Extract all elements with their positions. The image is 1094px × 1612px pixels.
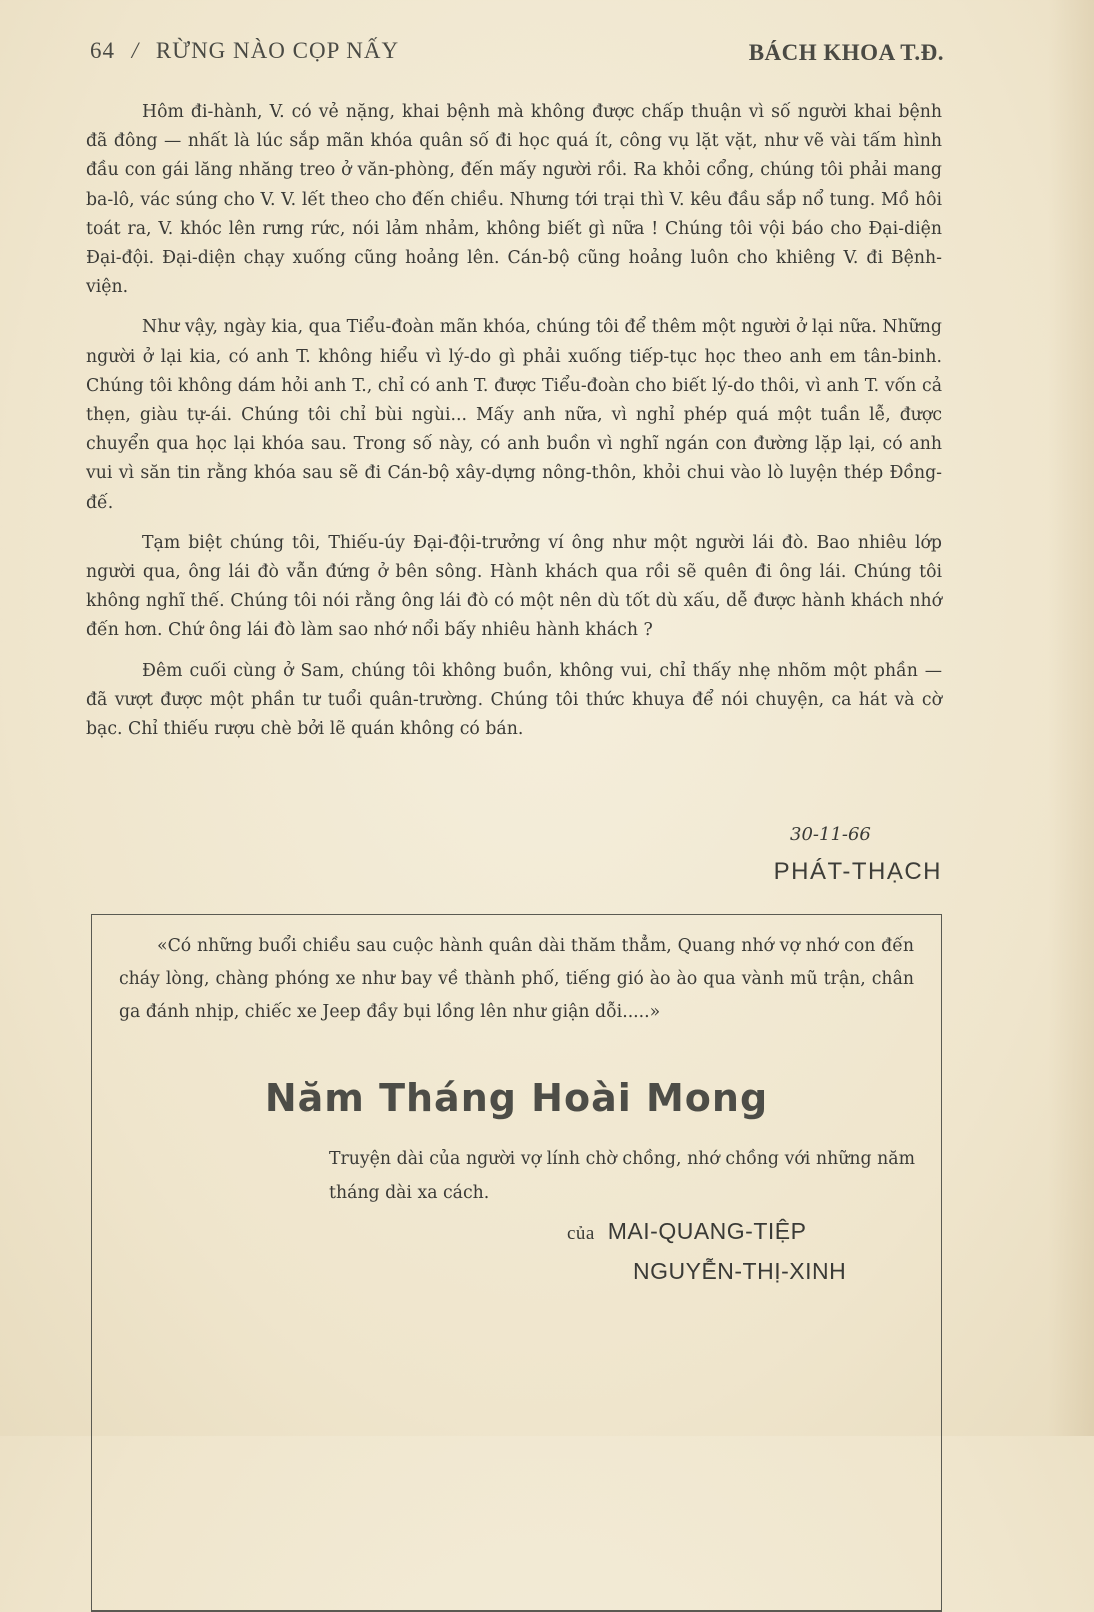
magazine-name: BÁCH KHOA T.Đ. <box>748 40 944 65</box>
ad-right-rule <box>941 914 942 1610</box>
article-body <box>86 98 942 755</box>
ad-quote: «Có những buổi chiều sau cuộc hành quân dài thăm thẳm, Quang nhớ vợ nhớ con đến cháy lòng, chàng phóng xe như bay về thành phố, tiếng gió ào ào qua vành mũ trận, chân ga đánh nhịp, chiếc xe Jeep đầy bụi lồng lên như giận dỗi.....» <box>119 936 914 1022</box>
paragraph-1: Hôm đi-hành, V. có vẻ nặng, khai bệnh mà không được chấp thuận vì số người khai bệnh đã đông — nhất là lúc sắp mãn khóa quân số đi học quá ít, công vụ lặt vặt, như vẽ vài tấm hình đầu con gái lăng nhăng treo ở văn-phòng, đến mấy người rồi. Ra khỏi cổng, chúng tôi phải mang ba-lô, vác súng cho V. V. lết theo cho đến chiều. Nhưng tới trại thì V. kêu đầu sắp nổ tung. Mồ hôi toát ra, V. khóc lên rưng rức, nói lảm nhảm, không biết gì nữa ! Chúng tôi vội báo cho Đại-diện Đại-đội. Đại-diện chạy xuống cũng hoảng lên. Cán-bộ cũng hoảng luôn cho khiêng V. đi Bệnh-viện. <box>86 102 942 298</box>
article-date: 30-11-66 <box>790 824 871 845</box>
page-edge-shadow <box>1048 0 1094 1436</box>
ad-description: Truyện dài của người vợ lính chờ chồng, nhớ chồng với những năm tháng dài xa cách. <box>329 1149 915 1203</box>
article-author: PHÁT-THẠCH <box>773 858 942 885</box>
running-title: RỪNG NÀO CỌP NẤY <box>155 38 400 63</box>
header-left <box>90 38 399 64</box>
page-number: 64 <box>90 38 115 63</box>
ad-author-1: MAI-QUANG-TIỆP <box>607 1218 807 1244</box>
ad-by-word: của <box>567 1223 595 1244</box>
book-advertisement <box>91 914 942 1610</box>
ad-book-title: Năm Tháng Hoài Mong <box>264 1076 769 1120</box>
ad-top-rule <box>91 914 942 915</box>
paragraph-3: Tạm biệt chúng tôi, Thiếu-úy Đại-đội-trưởng ví ông như một người lái đò. Bao nhiêu lớp người qua, ông lái đò vẫn đứng ở bên sông. Hành khách qua rồi sẽ quên đi ông lái. Chúng tôi không nghĩ thế. Chúng tôi nói rằng ông lái đò có một nên dù tốt dù xấu, dễ được hành khách nhớ đến hơn. Chứ ông lái đò làm sao nhớ nổi bấy nhiêu hành khách ? <box>86 532 942 641</box>
header-separator: / <box>131 38 140 63</box>
paragraph-2: Như vậy, ngày kia, qua Tiểu-đoàn mãn khóa, chúng tôi để thêm một người ở lại nữa. Những người ở lại kia, có anh T. không hiểu vì lý-do gì phải xuống tiếp-tục học theo anh em tân-binh. Chúng tôi không dám hỏi anh T., chỉ có anh T. được Tiểu-đoàn cho biết lý-do thôi, vì anh T. vốn cả thẹn, giàu tự-ái. Chúng tôi chỉ bùi ngùi... Mấy anh nữa, vì nghỉ phép quá một tuần lễ, được chuyển qua học lại khóa sau. Trong số này, có anh buồn vì nghĩ ngán con đường lặp lại, có anh vui vì săn tin rằng khóa sau sẽ đi Cán-bộ xây-dựng nông-thôn, khỏi chui vào lò luyện thép Đồng-đế. <box>86 317 942 513</box>
ad-byline <box>567 1218 847 1284</box>
ad-author-2: NGUYỄN-THỊ-XINH <box>633 1258 847 1284</box>
running-header <box>90 38 944 72</box>
paragraph-4: Đêm cuối cùng ở Sam, chúng tôi không buồn, không vui, chỉ thấy nhẹ nhõm một phần — đã vượt được một phần tư tuổi quân-trường. Chúng tôi thức khuya để nói chuyện, ca hát và cờ bạc. Chỉ thiếu rượu chè bởi lẽ quán không có bán. <box>86 660 942 740</box>
ad-left-rule <box>91 914 92 1610</box>
